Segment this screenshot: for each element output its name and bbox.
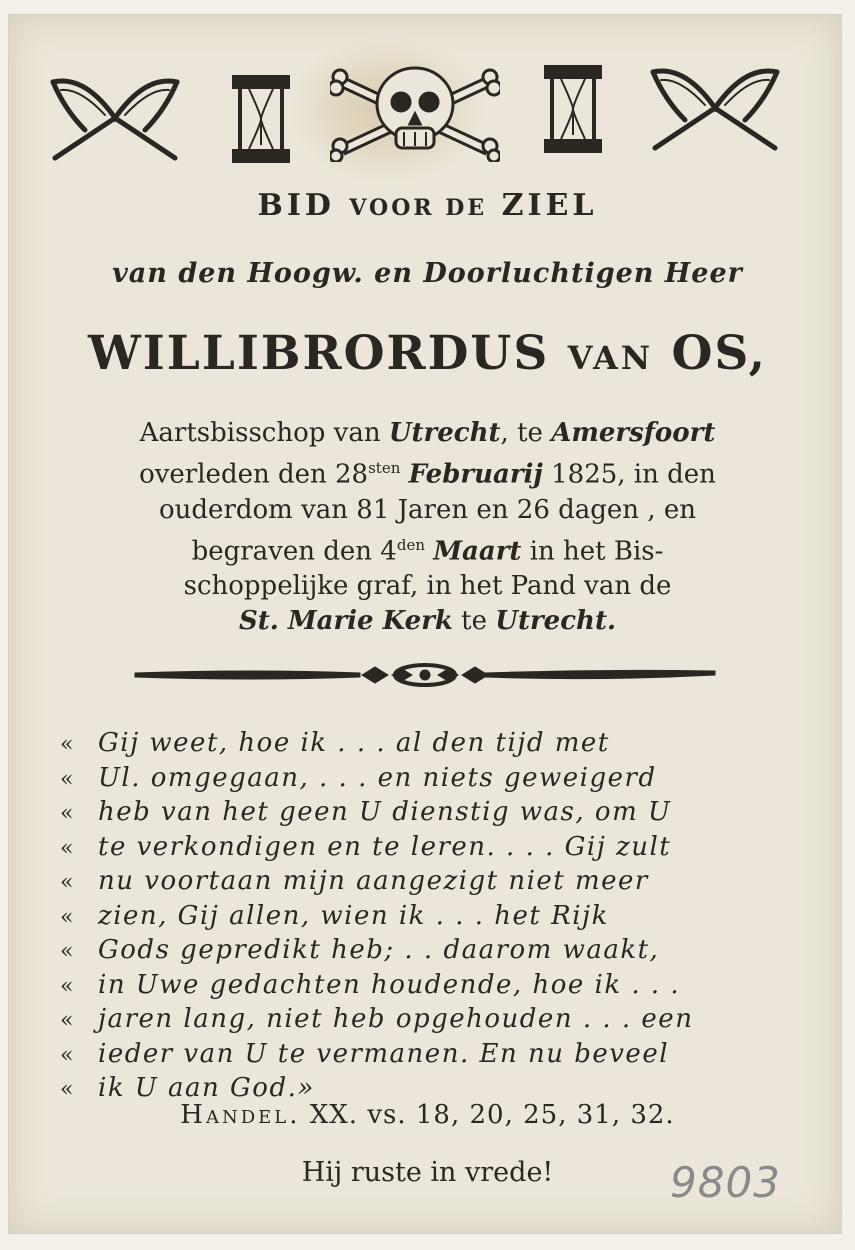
prayer-bid: BID xyxy=(257,188,335,223)
bio-line-5: schoppelijke graf, in het Pand van de xyxy=(183,571,672,602)
bio-text: te xyxy=(452,606,496,637)
quote-line xyxy=(60,1038,693,1073)
quote-text: jaren lang, niet heb opgehouden . . . een xyxy=(98,1004,694,1034)
name-last: OS, xyxy=(671,326,768,381)
quote-guillemet: « xyxy=(60,766,75,792)
bio-text xyxy=(425,536,433,566)
bio-line-3: ouderdom van 81 Jaren en 26 dagen , en xyxy=(159,494,696,525)
quote-line xyxy=(60,900,693,935)
bio-text: begraven den 4 xyxy=(191,536,397,567)
quote-line xyxy=(60,796,693,831)
bio-superscript: sten xyxy=(368,459,401,477)
scripture-reference xyxy=(0,1100,855,1130)
bio-text: Aartsbisschop van xyxy=(139,418,389,448)
hourglass-icon xyxy=(232,75,290,163)
bio-month: Februarij xyxy=(408,459,543,490)
prayer-ziel: ZIEL xyxy=(501,188,598,223)
quote-guillemet: « xyxy=(60,1077,75,1102)
bio-text xyxy=(400,460,408,490)
quote-text: ik U aan God.» xyxy=(98,1073,315,1103)
bio-text: , te xyxy=(500,418,552,448)
reference-verses: vs. 18, 20, 25, 31, 32. xyxy=(367,1100,675,1130)
bio-place: Utrecht xyxy=(388,418,501,448)
quote-text: in Uwe gedachten houdende, hoe ik . . . xyxy=(98,969,681,1000)
name-first: WILLIBRORDUS xyxy=(87,326,550,381)
quote-text: heb van het geen U dienstig was, om U xyxy=(98,797,672,827)
quote-guillemet: « xyxy=(60,973,75,999)
bio-line-1 xyxy=(0,416,855,451)
quote-guillemet: « xyxy=(60,732,75,757)
quote-line xyxy=(60,865,693,900)
bio-line-2 xyxy=(0,451,855,493)
quote-line xyxy=(60,969,693,1004)
closing-line: Hij ruste in vrede! xyxy=(301,1157,554,1188)
ornamental-divider xyxy=(130,655,720,695)
quote-text: zien, Gij allen, wien ik . . . het Rijk xyxy=(98,900,609,931)
bio-text: overleden den 28 xyxy=(139,459,369,490)
quote-guillemet: « xyxy=(60,870,75,895)
quote-line xyxy=(60,1003,693,1038)
quote-guillemet: « xyxy=(60,1008,75,1033)
prayer-heading xyxy=(0,188,855,223)
bio-superscript: den xyxy=(396,535,425,554)
scripture-quote xyxy=(60,727,693,1107)
quote-guillemet: « xyxy=(60,1042,75,1068)
quote-text: nu voortaan mijn aangezigt niet meer xyxy=(98,866,649,896)
bio-text: in het Bis- xyxy=(521,536,664,567)
crossed-scythes-icon xyxy=(45,70,185,165)
crossed-scythes-icon xyxy=(645,60,785,155)
quote-text: Gij weet, hoe ik . . . al den tijd met xyxy=(98,728,610,758)
quote-guillemet: « xyxy=(60,939,75,964)
quote-line xyxy=(60,727,693,762)
bio-month: Maart xyxy=(433,536,522,567)
biography xyxy=(0,416,855,639)
title-line: van den Hoogw. en Doorluchtigen Heer xyxy=(112,258,743,289)
reference-chapter: XX. xyxy=(309,1100,359,1130)
bio-place: Amersfoort xyxy=(551,418,716,448)
quote-text: ieder van U te vermanen. En nu beveel xyxy=(98,1038,670,1069)
skull-crossbones-icon xyxy=(330,62,500,162)
handwritten-inventory-number: 9803 xyxy=(670,1158,781,1207)
quote-line xyxy=(60,831,693,866)
bio-line-4 xyxy=(0,528,855,570)
quote-line xyxy=(60,762,693,797)
hourglass-icon xyxy=(544,65,602,153)
quote-line xyxy=(60,934,693,969)
quote-guillemet: « xyxy=(60,835,75,861)
bio-line-6 xyxy=(0,604,855,639)
quote-text: Ul. omgegaan, . . . en niets geweigerd xyxy=(98,762,657,793)
quote-guillemet: « xyxy=(60,801,75,826)
deceased-name xyxy=(0,326,855,381)
ornament-row xyxy=(0,0,855,180)
reference-book: Handel. xyxy=(180,1100,301,1130)
prayer-voor-de: VOOR DE xyxy=(349,195,488,221)
quote-guillemet: « xyxy=(60,904,75,930)
quote-text: Gods gepredikt heb; . . daarom waakt, xyxy=(98,935,660,965)
bio-church: St. Marie Kerk xyxy=(238,606,453,637)
quote-text: te verkondigen en te leren. . . . Gij zult xyxy=(98,831,672,862)
bio-text: 1825, in den xyxy=(542,459,716,490)
name-van: VAN xyxy=(567,339,654,377)
bio-place: Utrecht. xyxy=(495,606,617,637)
